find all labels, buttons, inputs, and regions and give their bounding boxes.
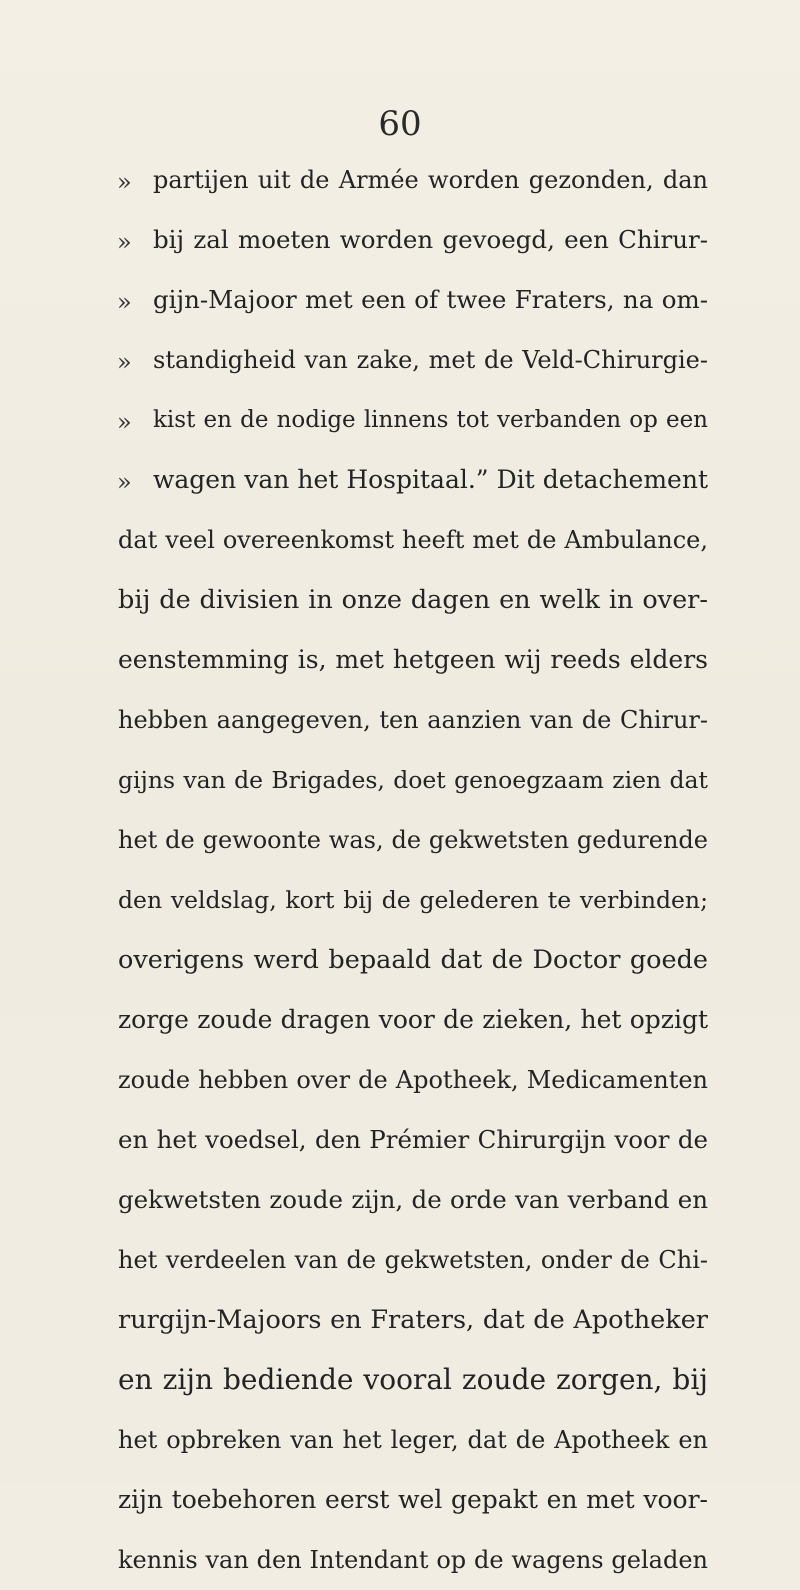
text-line: gijns van de Brigades, doet genoegzaam zien dat: [118, 766, 708, 794]
quote-mark: »: [117, 408, 132, 436]
text-line: het opbreken van het leger, dat de Apotheek en: [118, 1426, 708, 1454]
text-line: dat veel overeenkomst heeft met de Ambulance,: [118, 526, 708, 554]
text-line: kist en de nodige linnens tot verbanden op een: [153, 407, 708, 433]
page-number: 60: [378, 104, 422, 144]
text-line: rurgijn-Majoors en Fraters, dat de Apotheker: [118, 1305, 708, 1335]
text-line: en zijn bediende vooral zoude zorgen, bij: [118, 1363, 708, 1396]
text-line: het de gewoonte was, de gekwetsten gedurende: [118, 826, 708, 854]
text-line: partijen uit de Armée worden gezonden, dan: [153, 166, 708, 194]
text-line: zorge zoude dragen voor de zieken, het opzigt: [118, 1005, 708, 1034]
text-line: zijn toebehoren eerst wel gepakt en met voor-: [118, 1485, 708, 1514]
text-line: wagen van het Hospitaal.” Dit detachement: [153, 465, 708, 494]
text-line: den veldslag, kort bij de gelederen te verbinden;: [118, 886, 708, 914]
text-line: eenstemming is, met hetgeen wij reeds elders: [118, 645, 708, 674]
text-line: zoude hebben over de Apotheek, Medicamenten: [118, 1066, 708, 1094]
text-line: hebben aangegeven, ten aanzien van de Chirur-: [118, 706, 708, 734]
quote-mark: »: [117, 468, 132, 496]
text-line: het verdeelen van de gekwetsten, onder de Chi-: [118, 1246, 708, 1274]
text-line: en het voedsel, den Prémier Chirurgijn voor de: [118, 1125, 708, 1154]
text-line: bij de divisien in onze dagen en welk in over-: [118, 585, 708, 615]
quote-mark: »: [117, 348, 132, 376]
quote-mark: »: [117, 228, 132, 256]
text-line: overigens werd bepaald dat de Doctor goede: [118, 945, 708, 975]
text-line: standigheid van zake, met de Veld-Chirurgie-: [153, 346, 708, 374]
quote-mark: »: [117, 168, 132, 196]
text-line: bij zal moeten worden gevoegd, een Chirur-: [153, 225, 708, 254]
text-line: kennis van den Intendant op de wagens geladen: [118, 1546, 708, 1574]
quote-mark: »: [117, 288, 132, 316]
text-line: gekwetsten zoude zijn, de orde van verband en: [118, 1185, 708, 1214]
text-line: gijn-Majoor met een of twee Fraters, na om-: [153, 285, 708, 314]
